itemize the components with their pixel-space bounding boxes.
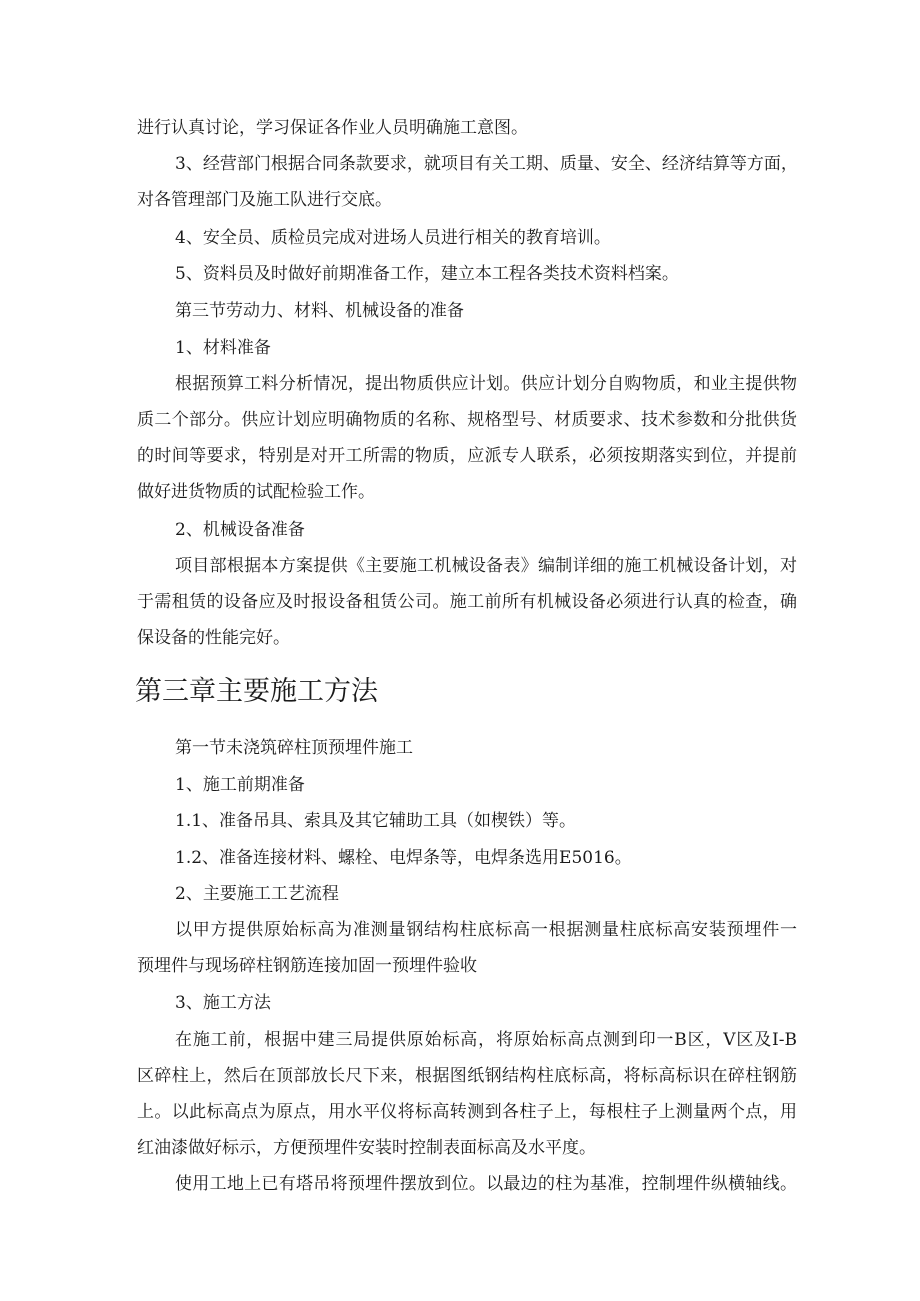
paragraph-process-flow (137, 912, 797, 984)
subsection-heading (137, 876, 797, 912)
section-heading (137, 730, 797, 766)
paragraph-crane (137, 1166, 797, 1202)
text-line: 根据预算工料分析情况，提出物质供应计划。供应计划分自购物质，和业主提供物 (175, 374, 797, 394)
text-line: 以甲方提供原始标高为准测量钢结构柱底标高一根据测量柱底标高安装预埋件一 (175, 920, 797, 940)
list-item (137, 840, 797, 876)
text-line: 4、安全员、质检员完成对进场人员进行相关的教育培训。 (175, 228, 611, 248)
subsection-heading (137, 330, 797, 366)
text-line: 红油漆做好标示，方便预埋件安装时控制表面标高及水平度。 (137, 1138, 596, 1158)
text-line: 1、施工前期准备 (175, 775, 305, 795)
text-line: 第一节未浇筑碎柱顶预埋件施工 (175, 738, 413, 758)
subsection-heading (137, 512, 797, 548)
text-line: 第三节劳动力、材料、机械设备的准备 (175, 301, 464, 321)
text-line: 2、主要施工工艺流程 (175, 884, 339, 904)
text-line: 在施工前，根据中建三局提供原始标高，将原始标高点测到印一Β区，Ⅴ区及Ι-B (175, 1030, 797, 1050)
paragraph-item-4 (137, 220, 797, 256)
text-line: 质二个部分。供应计划应明确物质的名称、规格型号、材质要求、技术参数和分批供货 (137, 410, 797, 430)
paragraph-equipment (137, 548, 797, 656)
paragraph-method (137, 1022, 797, 1166)
text-line: 于需租赁的设备应及时报设备租赁公司。施工前所有机械设备必须进行认真的检查，确 (137, 592, 797, 612)
paragraph-item-5 (137, 256, 797, 292)
text-line: 1.1、准备吊具、索具及其它辅助工具（如楔铁）等。 (175, 811, 577, 831)
text-line: 上。以此标高点为原点，用水平仪将标高转测到各柱子上，每根柱子上测量两个点，用 (137, 1102, 797, 1122)
list-item (137, 803, 797, 839)
text-line: 1.2、准备连接材料、螺栓、电焊条等，电焊条选用E5016。 (175, 848, 632, 868)
text-line: 保设备的性能完好。 (137, 628, 290, 648)
subsection-heading (137, 767, 797, 803)
text-line: 5、资料员及时做好前期准备工作，建立本工程各类技术资料档案。 (175, 264, 679, 284)
text-line: 进行认真讨论，学习保证各作业人员明确施工意图。 (137, 118, 528, 138)
text-line: 1、材料准备 (175, 338, 271, 358)
text-line: 3、施工方法 (175, 993, 271, 1013)
section-heading (137, 293, 797, 329)
text-line: 预埋件与现场碎柱钢筋连接加固一预埋件验收 (137, 956, 477, 976)
text-line: 的时间等要求，特别是对开工所需的物质，应派专人联系，必须按期落实到位，并提前 (137, 446, 797, 466)
text-line: 对各管理部门及施工队进行交底。 (137, 190, 392, 210)
text-line: 2、机械设备准备 (175, 520, 305, 540)
paragraph-item-3 (137, 146, 797, 218)
text-line: 3、经营部门根据合同条款要求，就项目有关工期、质量、安全、经济结算等方面， (175, 154, 798, 174)
paragraph-continuation (137, 110, 797, 146)
text-line: 做好进货物质的试配检验工作。 (137, 482, 375, 502)
text-line: 区碎柱上，然后在顶部放长尺下来，根据图纸钢结构柱底标高，将标高标识在碎柱钢筋 (137, 1066, 797, 1086)
text-line: 使用工地上已有塔吊将预埋件摆放到位。以最边的柱为基准，控制埋件纵横轴线。 (175, 1174, 797, 1194)
text-line: 项目部根据本方案提供《主要施工机械设备表》编制详细的施工机械设备计划，对 (175, 556, 797, 576)
chapter-title: 第三章主要施工方法 (135, 676, 378, 707)
subsection-heading (137, 985, 797, 1021)
paragraph-materials (137, 366, 797, 510)
